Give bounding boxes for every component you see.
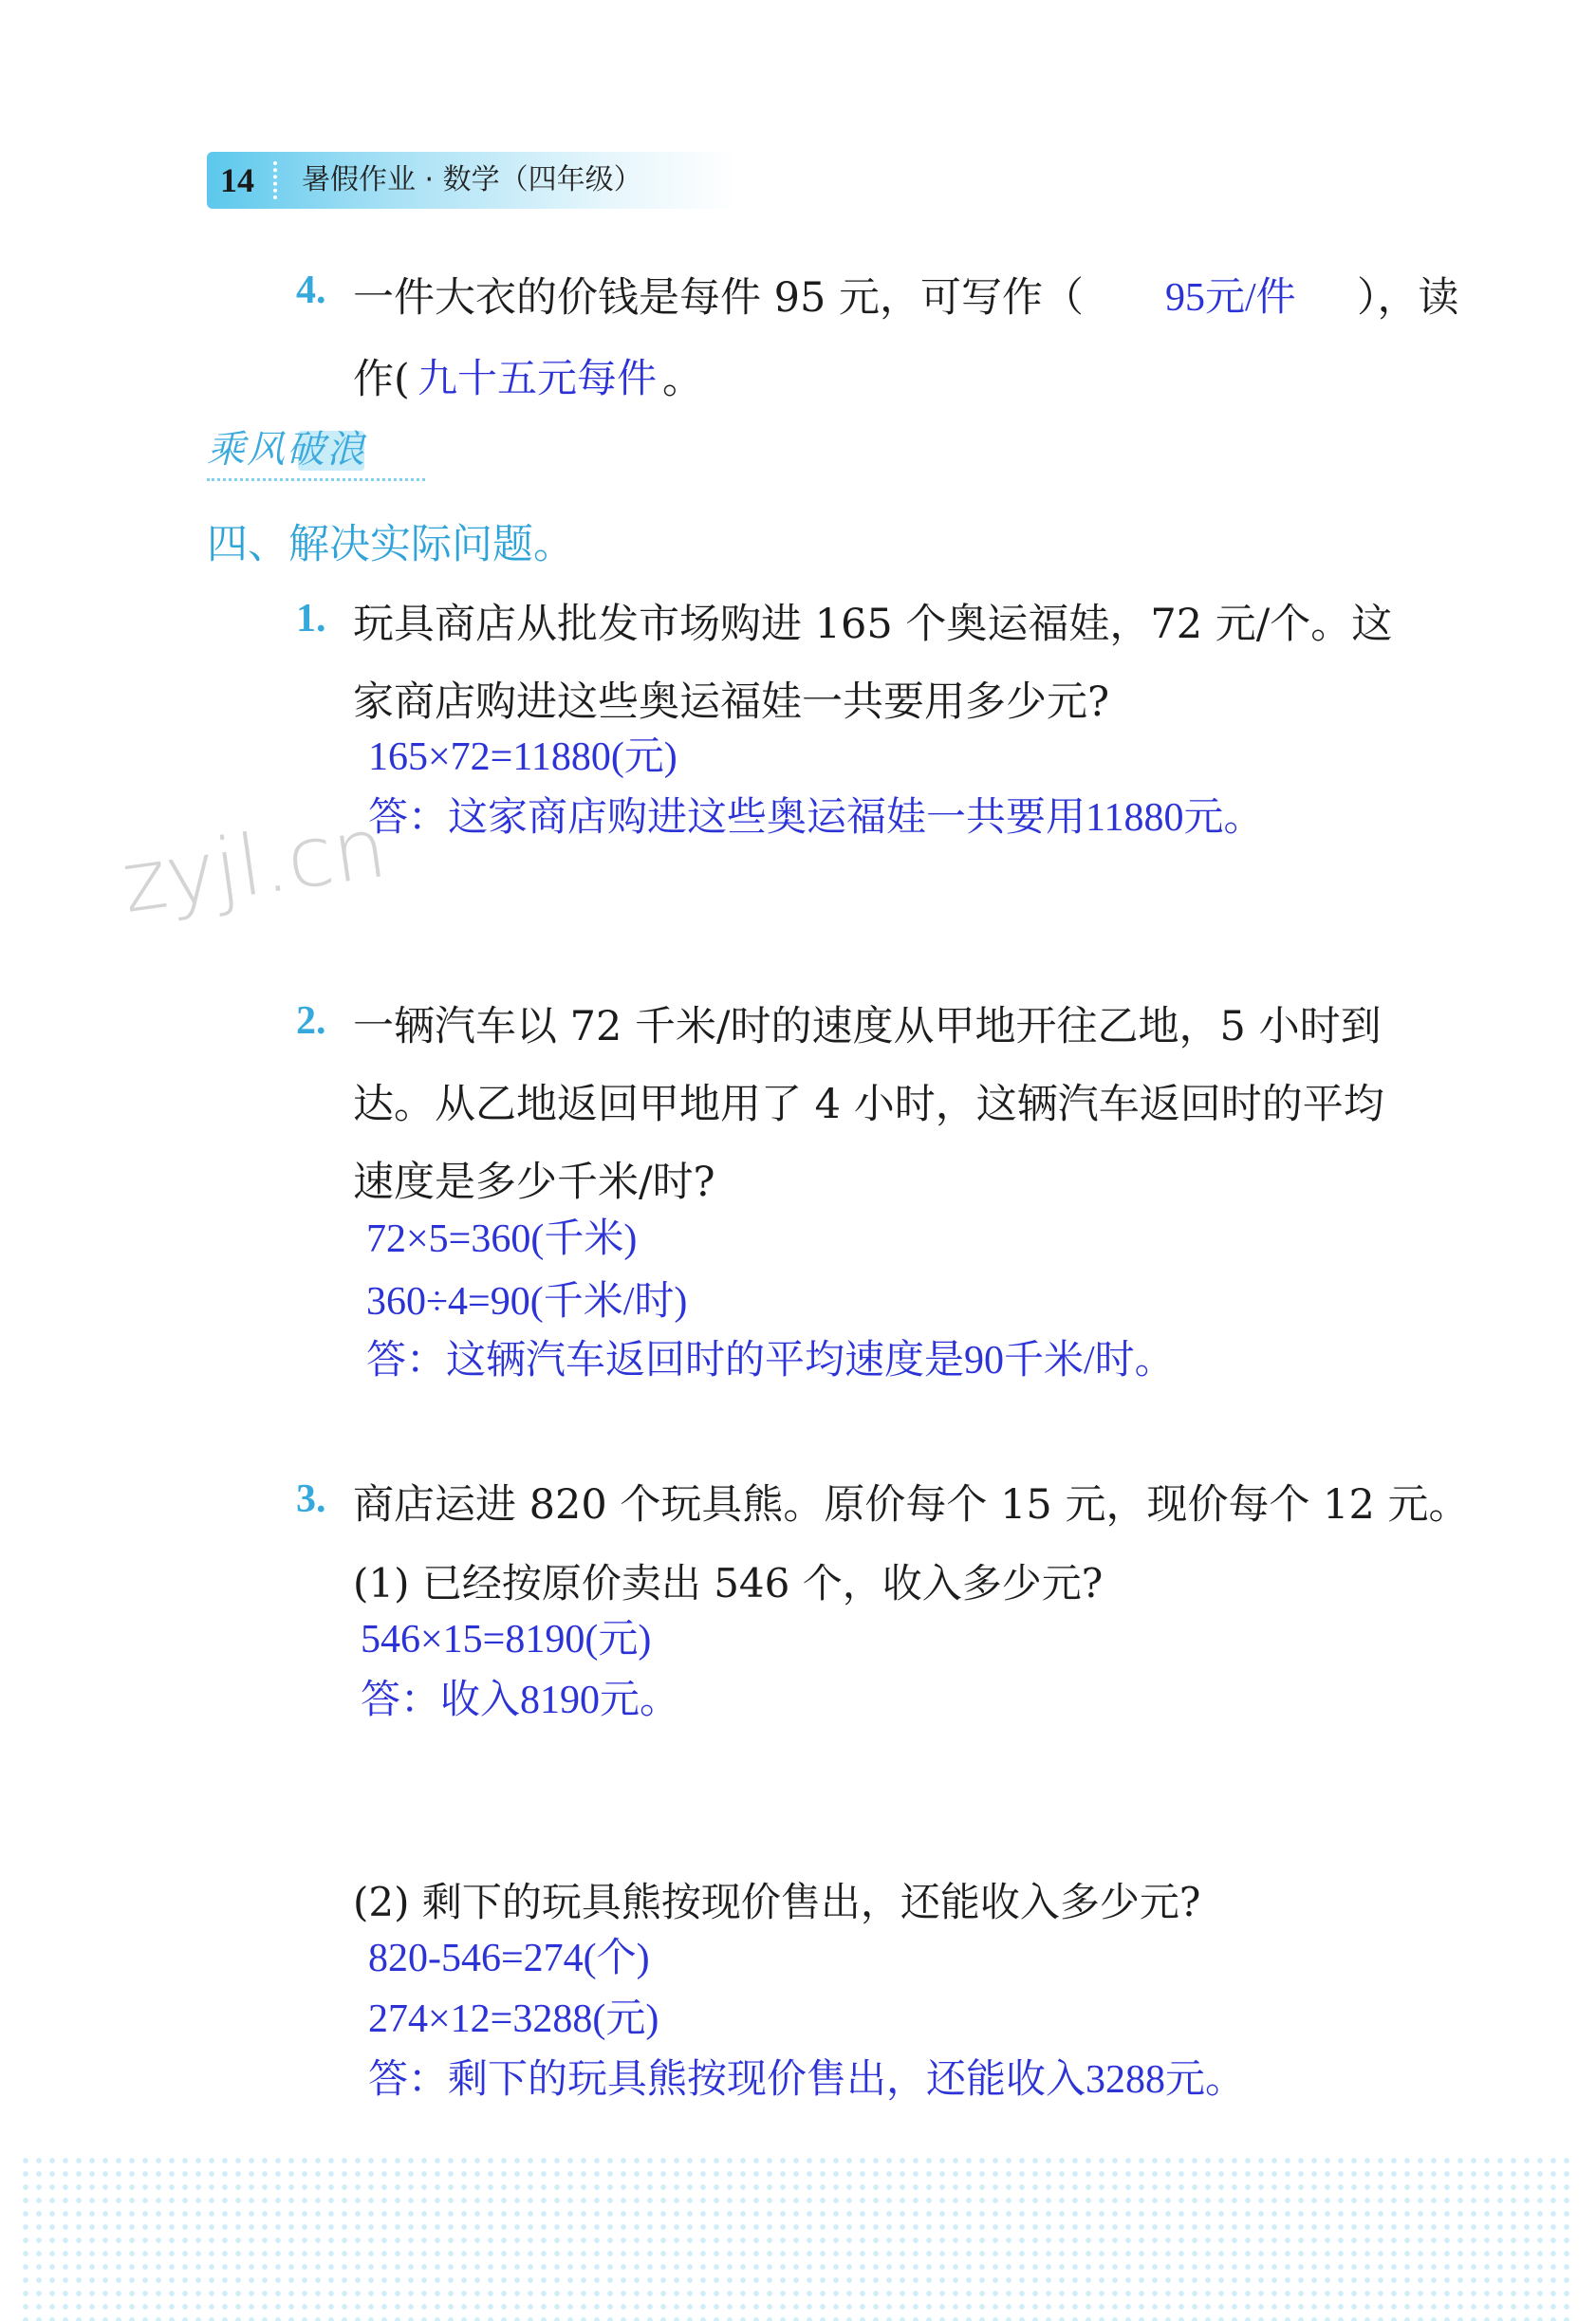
answer-line: 360÷4=90(千米/时) [366,1280,688,1324]
question-text: 家商店购进这些奥运福娃一共要用多少元? [353,678,1110,726]
page-number: 14 [220,161,254,199]
question-text: 商店运进 820 个玩具熊。原价每个 15 元，现价每个 12 元。 [353,1481,1470,1529]
question-text: 。 [662,356,703,403]
question-number: 2. [296,999,326,1043]
question-text: 玩具商店从批发市场购进 165 个奥运福娃，72 元/个。这 [353,601,1393,648]
answer-line: 165×72=11880(元) [368,735,677,779]
answer-fill: 九十五元每件 [418,358,658,401]
answer-line: 答：这家商店购进这些奥运福娃一共要用11880元。 [368,796,1264,840]
section-banner-label: 乘风破浪 [207,428,366,472]
watermark: zyjl.cn [116,798,393,932]
question-text: 作( [353,356,410,403]
question-text: ），读 [1357,274,1459,322]
question-number: 1. [296,597,326,641]
answer-line: 答：收入8190元。 [361,1679,680,1722]
answer-line: 答：剩下的玩具熊按现价售出，还能收入3288元。 [368,2058,1246,2102]
question-text: 一件大衣的价钱是每件 95 元，可写作（ [353,274,1085,322]
header-divider [273,161,281,199]
question-text: 速度是多少千米/时? [353,1159,715,1206]
question-number: 3. [296,1477,326,1521]
header-title: 暑假作业 · 数学（四年级） [302,163,642,196]
sub-question: (2) 剩下的玩具熊按现价售出，还能收入多少元? [353,1879,1201,1925]
answer-fill: 95元/件 [1165,276,1296,320]
answer-line: 820-546=274(个) [368,1937,650,1980]
sub-question: (1) 已经按原价卖出 546 个，收入多少元? [353,1560,1104,1606]
answer-line: 72×5=360(千米) [366,1217,638,1261]
answer-line: 546×15=8190(元) [361,1618,652,1662]
question-text: 达。从乙地返回甲地用了 4 小时，这辆汽车返回时的平均 [353,1081,1384,1128]
section-banner [207,425,425,481]
answer-line: 答：这辆汽车返回时的平均速度是90千米/时。 [366,1339,1175,1383]
question-number: 4. [296,269,326,312]
section-heading: 四、解决实际问题。 [207,521,574,568]
answer-line: 274×12=3288(元) [368,1997,659,2041]
question-text: 一辆汽车以 72 千米/时的速度从甲地开往乙地，5 小时到 [353,1003,1382,1050]
footer-dot-pattern [19,2154,1575,2321]
